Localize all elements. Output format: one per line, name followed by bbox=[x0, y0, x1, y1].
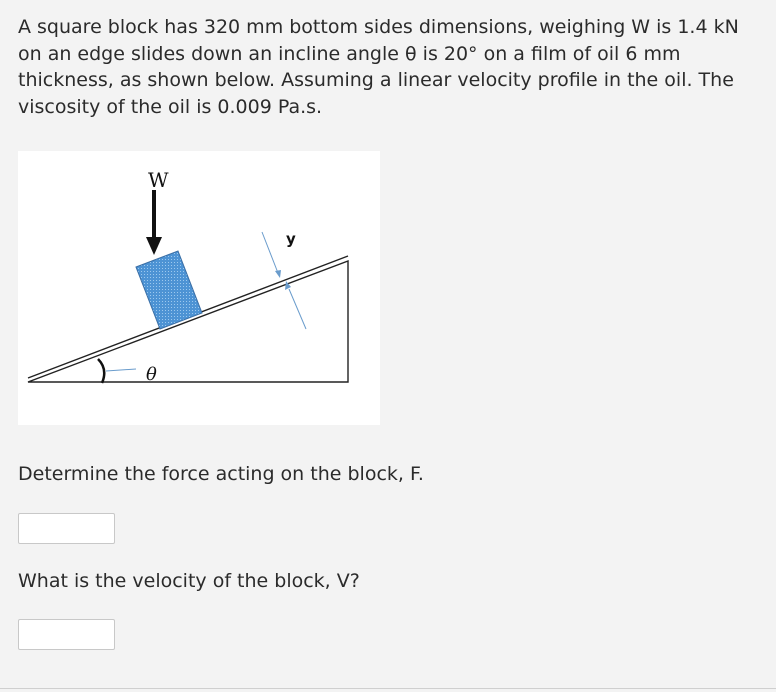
incline-diagram bbox=[18, 151, 380, 425]
question-force: Determine the force acting on the block, F. bbox=[18, 463, 424, 485]
incline-diagram-svg bbox=[18, 151, 380, 425]
bottom-divider bbox=[0, 688, 776, 689]
force-answer-input[interactable] bbox=[18, 513, 115, 544]
velocity-answer-input[interactable] bbox=[18, 619, 115, 650]
film-arrow-top-head bbox=[275, 270, 281, 278]
angle-label: θ bbox=[146, 364, 157, 385]
weight-arrow-head bbox=[146, 237, 162, 255]
problem-statement: A square block has 320 mm bottom sides dimensions, weighing W is 1.4 kN on an edge slides down an incline angle θ is 20° on a film of oil 6 mm thickness, as shown below. Assuming a linear velocity profile in the oil. The viscosity of the oil is 0.009 Pa.s. bbox=[18, 16, 739, 118]
film-arrow-top bbox=[262, 232, 278, 273]
sliding-block bbox=[136, 251, 202, 329]
film-thickness-label: y bbox=[286, 230, 296, 248]
question-velocity: What is the velocity of the block, V? bbox=[18, 570, 360, 592]
weight-label: W bbox=[148, 168, 169, 192]
